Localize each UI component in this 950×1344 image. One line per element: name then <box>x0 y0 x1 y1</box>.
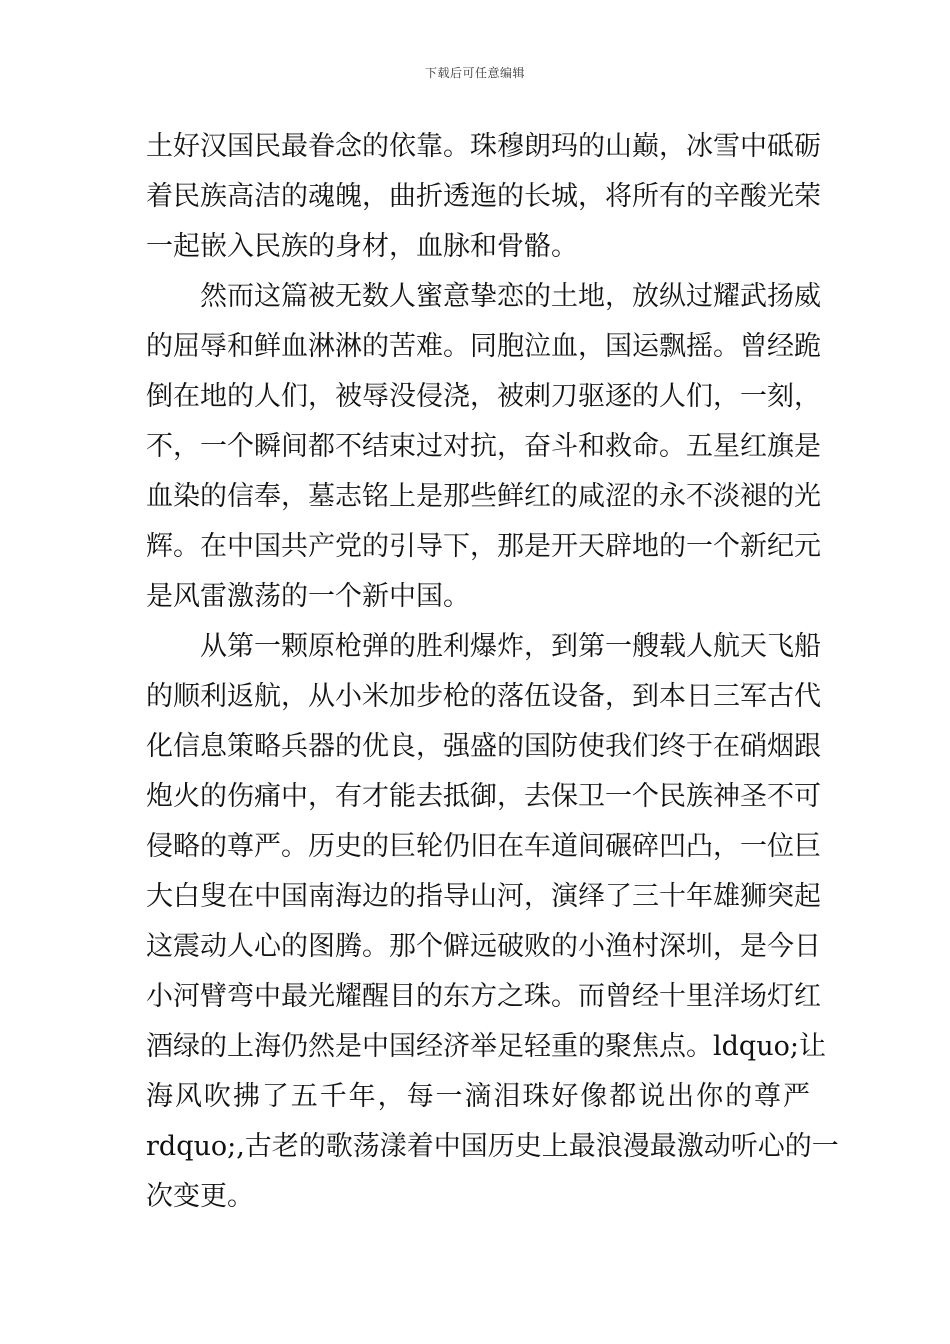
text-line: 化信息策略兵器的优良，强盛的国防使我们终于在硝烟跟 <box>146 731 821 762</box>
text-line: 然而这篇被无数人蜜意挚恋的土地，放纵过耀武扬威 <box>146 281 821 312</box>
text-line: 这震动人心的图腾。那个僻远破败的小渔村深圳，是今日 <box>146 931 821 962</box>
paragraph <box>146 622 839 1222</box>
text-line: 着民族高洁的魂魄，曲折透迤的长城，将所有的辛酸光荣 <box>146 181 821 212</box>
text-line: 小河臂弯中最光耀醒目的东方之珠。而曾经十里洋场灯红 <box>146 981 821 1012</box>
text-line: 侵略的尊严。历史的巨轮仍旧在车道间碾碎凹凸，一位巨 <box>146 831 821 862</box>
page-header: 下载后可任意编辑 <box>424 66 525 80</box>
paragraph <box>146 122 821 272</box>
text-line: 土好汉国民最眷念的依靠。珠穆朗玛的山巅，冰雪中砥砺 <box>146 131 821 162</box>
text-line: 大白叟在中国南海边的指导山河，演绎了三十年雄狮突起 <box>146 881 821 912</box>
text-line: 酒绿的上海仍然是中国经济举足轻重的聚焦点。ldquo;让 <box>146 1031 826 1062</box>
text-line: 次变更。 <box>146 1181 254 1212</box>
text-line: 的屈辱和鲜血淋淋的苦难。同胞泣血，国运飘摇。曾经跪 <box>146 331 821 362</box>
text-line: 是风雷激荡的一个新中国。 <box>146 581 470 612</box>
paragraph <box>146 272 821 622</box>
text-line: 从第一颗原枪弹的胜利爆炸，到第一艘载人航天飞船 <box>146 631 821 662</box>
document-body <box>146 122 839 1222</box>
text-line: 海风吹拂了五千年，每一滴泪珠好像都说出你的尊严 <box>146 1081 810 1112</box>
text-line: 不，一个瞬间都不结束过对抗，奋斗和救命。五星红旗是 <box>146 431 821 462</box>
text-line: 炮火的伤痛中，有才能去抵御，去保卫一个民族神圣不可 <box>146 781 821 812</box>
text-line: 血染的信奉，墓志铭上是那些鲜红的咸涩的永不淡褪的光 <box>146 481 821 512</box>
text-line: 倒在地的人们，被辱没侵浇，被刺刀驱逐的人们，一刻， <box>146 381 821 412</box>
text-line: 辉。在中国共产党的引导下，那是开天辟地的一个新纪元 <box>146 531 821 562</box>
text-line: rdquo;,古老的歌荡漾着中国历史上最浪漫最激动听心的一 <box>146 1131 839 1162</box>
text-line: 的顺利返航，从小米加步枪的落伍设备，到本日三军古代 <box>146 681 821 712</box>
text-line: 一起嵌入民族的身材，血脉和骨骼。 <box>146 231 578 262</box>
